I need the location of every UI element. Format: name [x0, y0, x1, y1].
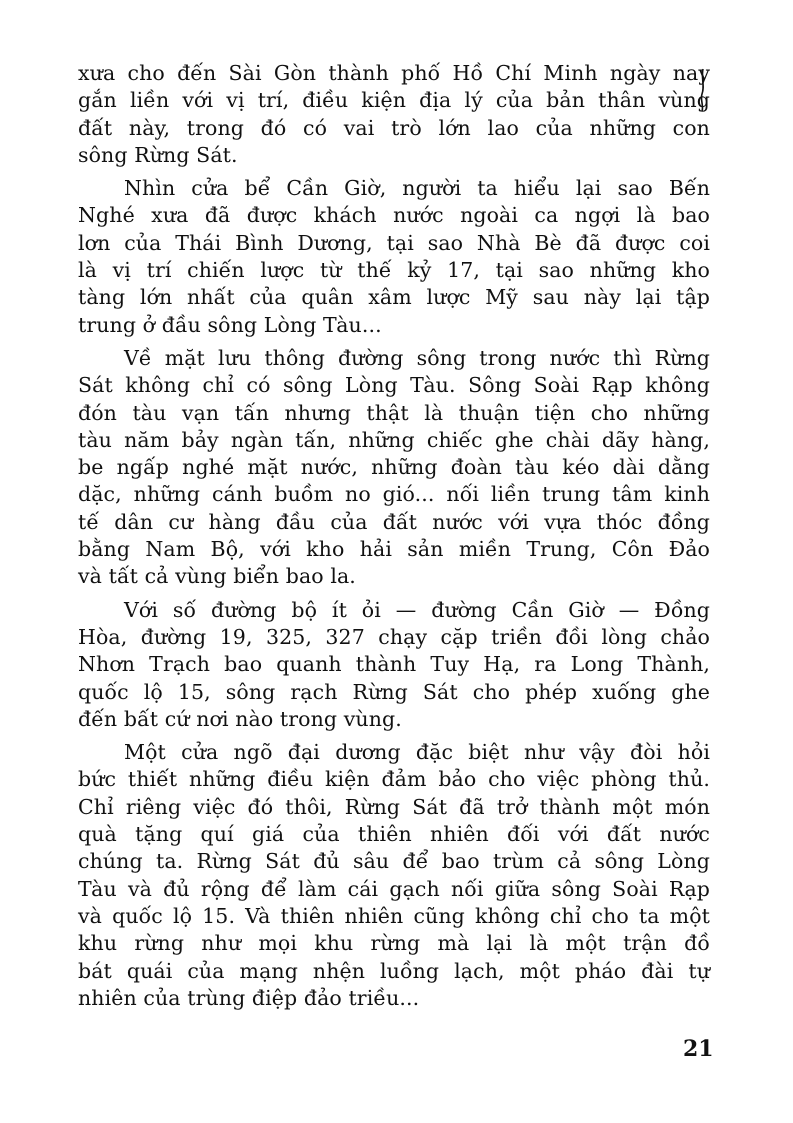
- text-line: quốc lộ 15, sông rạch Rừng Sát cho phép xuống ghe: [78, 679, 710, 704]
- text-line: đến bất cứ nơi nào trong vùng.: [78, 706, 402, 731]
- text-line: Nhơn Trạch bao quanh thành Tuy Hạ, ra Long Thành,: [78, 652, 710, 677]
- text-line: đón tàu vạn tấn nhưng thật là thuận tiện cho những: [78, 400, 710, 425]
- text-line: dặc, những cánh buồm no gió... nối liền trung tâm kinh: [78, 482, 710, 507]
- paragraph: [78, 597, 710, 733]
- text-line: Chỉ riêng việc đó thôi, Rừng Sát đã trở thành một món: [78, 794, 710, 819]
- text-line: khu rừng như mọi khu rừng mà lại là một trận đồ: [78, 931, 710, 956]
- text-line: đất này, trong đó có vai trò lớn lao của những con: [78, 115, 710, 140]
- text-line: bức thiết những điều kiện đảm bảo cho việc phòng thủ.: [78, 767, 710, 792]
- paragraph: [78, 60, 710, 169]
- text-line: Với số đường bộ ít ỏi — đường Cần Giờ — Đồng: [124, 597, 710, 622]
- text-line: lơn của Thái Bình Dương, tại sao Nhà Bè đã được coi: [78, 230, 710, 255]
- body-text: [78, 60, 710, 1012]
- text-line: sông Rừng Sát.: [78, 142, 238, 167]
- text-line: tàng lớn nhất của quân xâm lược Mỹ sau này lại tập: [78, 285, 710, 310]
- text-line: gắn liền với vị trí, điều kiện địa lý của bản thân vùng: [78, 88, 710, 113]
- text-line: Một cửa ngõ đại dương đặc biệt như vậy đòi hỏi: [124, 740, 710, 765]
- text-line: là vị trí chiến lược từ thế kỷ 17, tại sao những kho: [78, 258, 710, 283]
- paragraph: [78, 739, 710, 1012]
- text-line: Nhìn cửa bể Cần Giờ, người ta hiểu lại sao Bến: [124, 176, 710, 201]
- text-line: be ngấp nghé mặt nước, những đoàn tàu kéo dài dằng: [78, 455, 710, 480]
- text-line: tàu năm bảy ngàn tấn, những chiếc ghe chài dãy hàng,: [78, 427, 710, 452]
- page-number: 21: [683, 1036, 714, 1062]
- text-line: Sát không chỉ có sông Lòng Tàu. Sông Soài Rạp không: [78, 373, 710, 398]
- text-line: xưa cho đến Sài Gòn thành phố Hồ Chí Minh ngày nay: [78, 61, 710, 85]
- paragraph: [78, 175, 710, 339]
- text-line: và quốc lộ 15. Và thiên nhiên cũng không chỉ cho ta một: [78, 903, 710, 928]
- text-line: trung ở đầu sông Lòng Tàu...: [78, 312, 382, 337]
- text-line: nhiên của trùng điệp đảo triều...: [78, 985, 420, 1010]
- text-line: Về mặt lưu thông đường sông trong nước thì Rừng: [124, 345, 710, 370]
- text-line: tế dân cư hàng đầu của đất nước với vựa thóc đồng: [78, 509, 710, 534]
- text-line: Hòa, đường 19, 325, 327 chạy cặp triền đồi lòng chảo: [78, 624, 710, 649]
- text-line: Tàu và đủ rộng để làm cái gạch nối giữa sông Soài Rạp: [78, 876, 710, 901]
- text-line: bằng Nam Bộ, với kho hải sản miền Trung, Côn Đảo: [78, 537, 710, 562]
- margin-pen-mark: [696, 68, 708, 112]
- text-line: và tất cả vùng biển bao la.: [78, 564, 356, 589]
- text-line: bát quái của mạng nhện luồng lạch, một pháo đài tự: [78, 958, 710, 983]
- text-line: quà tặng quí giá của thiên nhiên đối với đất nước: [78, 822, 710, 847]
- text-line: chúng ta. Rừng Sát đủ sâu để bao trùm cả sông Lòng: [78, 849, 710, 874]
- paragraph: [78, 345, 710, 591]
- text-line: Nghé xưa đã được khách nước ngoài ca ngợi là bao: [78, 203, 710, 228]
